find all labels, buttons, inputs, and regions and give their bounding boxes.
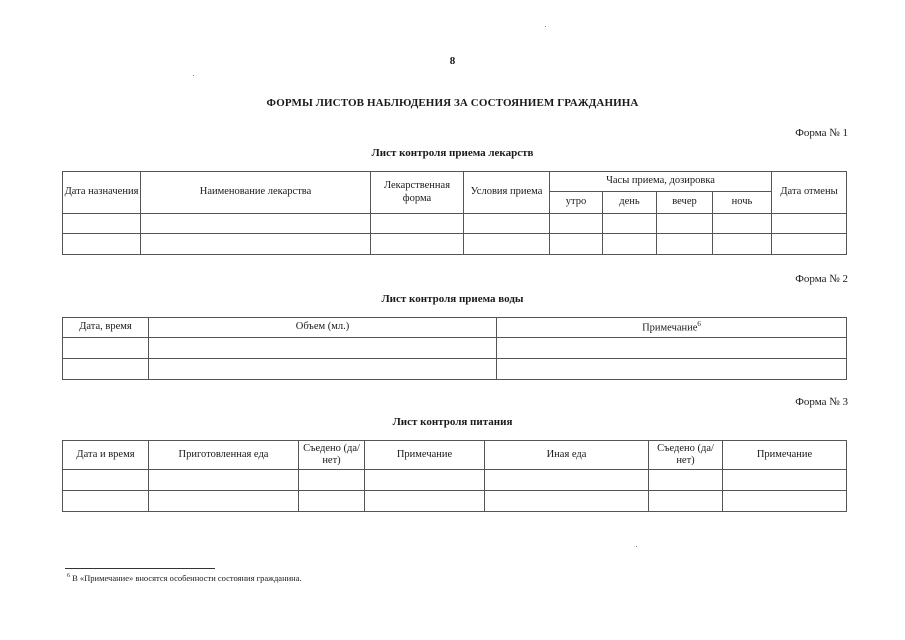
medication-control-table [62,171,847,255]
header-conditions: Условия приема [464,172,550,214]
footnote-mark: 6 [697,320,701,329]
scan-speck [545,26,546,27]
form3-label: Форма № 3 [795,396,848,408]
header-eaten-other: Съедено (да/нет) [649,441,723,470]
form2-title: Лист контроля приема воды [381,293,524,305]
header-date-cancel: Дата отмены [772,172,847,214]
document-title: ФОРМЫ ЛИСТОВ НАБЛЮДЕНИЯ ЗА СОСТОЯНИЕМ ГРАЖДАНИНА [266,97,639,109]
header-evening: вечер [657,192,713,214]
header-prepared-food: Приготовленная еда [149,441,299,470]
page-number: 8 [449,55,456,67]
header-note: Примечание [365,441,485,470]
table-row [63,470,847,491]
form1-title: Лист контроля приема лекарств [371,147,534,159]
water-control-table [62,317,847,380]
header-date-assigned: Дата назначения [63,172,141,214]
table-row [63,491,847,512]
header-eaten: Съедено (да/нет) [299,441,365,470]
header-other-food: Иная еда [485,441,649,470]
table-row [63,214,847,234]
header-intake-hours: Часы приема, дозировка [550,172,772,192]
footnote-separator [65,568,215,569]
header-note-other: Примечание [723,441,847,470]
header-datetime: Дата и время [63,441,149,470]
header-morning: утро [550,192,603,214]
header-drug-name: Наименование лекарства [141,172,371,214]
scan-speck [193,75,194,76]
scan-speck [636,546,637,547]
nutrition-control-table [62,440,847,512]
table-row [63,359,847,380]
table-row [63,338,847,359]
header-datetime: Дата, время [63,318,149,338]
footnote: $^6$ В «Примечание» вносятся особенности состояния гражданина. [67,573,302,583]
header-volume: Объем (мл.) [149,318,497,338]
table-row [63,234,847,255]
form2-label: Форма № 2 [795,273,848,285]
form3-title: Лист контроля питания [392,416,513,428]
header-night: ночь [713,192,772,214]
header-note: Примечание$^6$ [497,318,847,338]
form1-label: Форма № 1 [795,127,848,139]
header-dosage-form: Лекарственная форма [371,172,464,214]
header-day: день [603,192,657,214]
